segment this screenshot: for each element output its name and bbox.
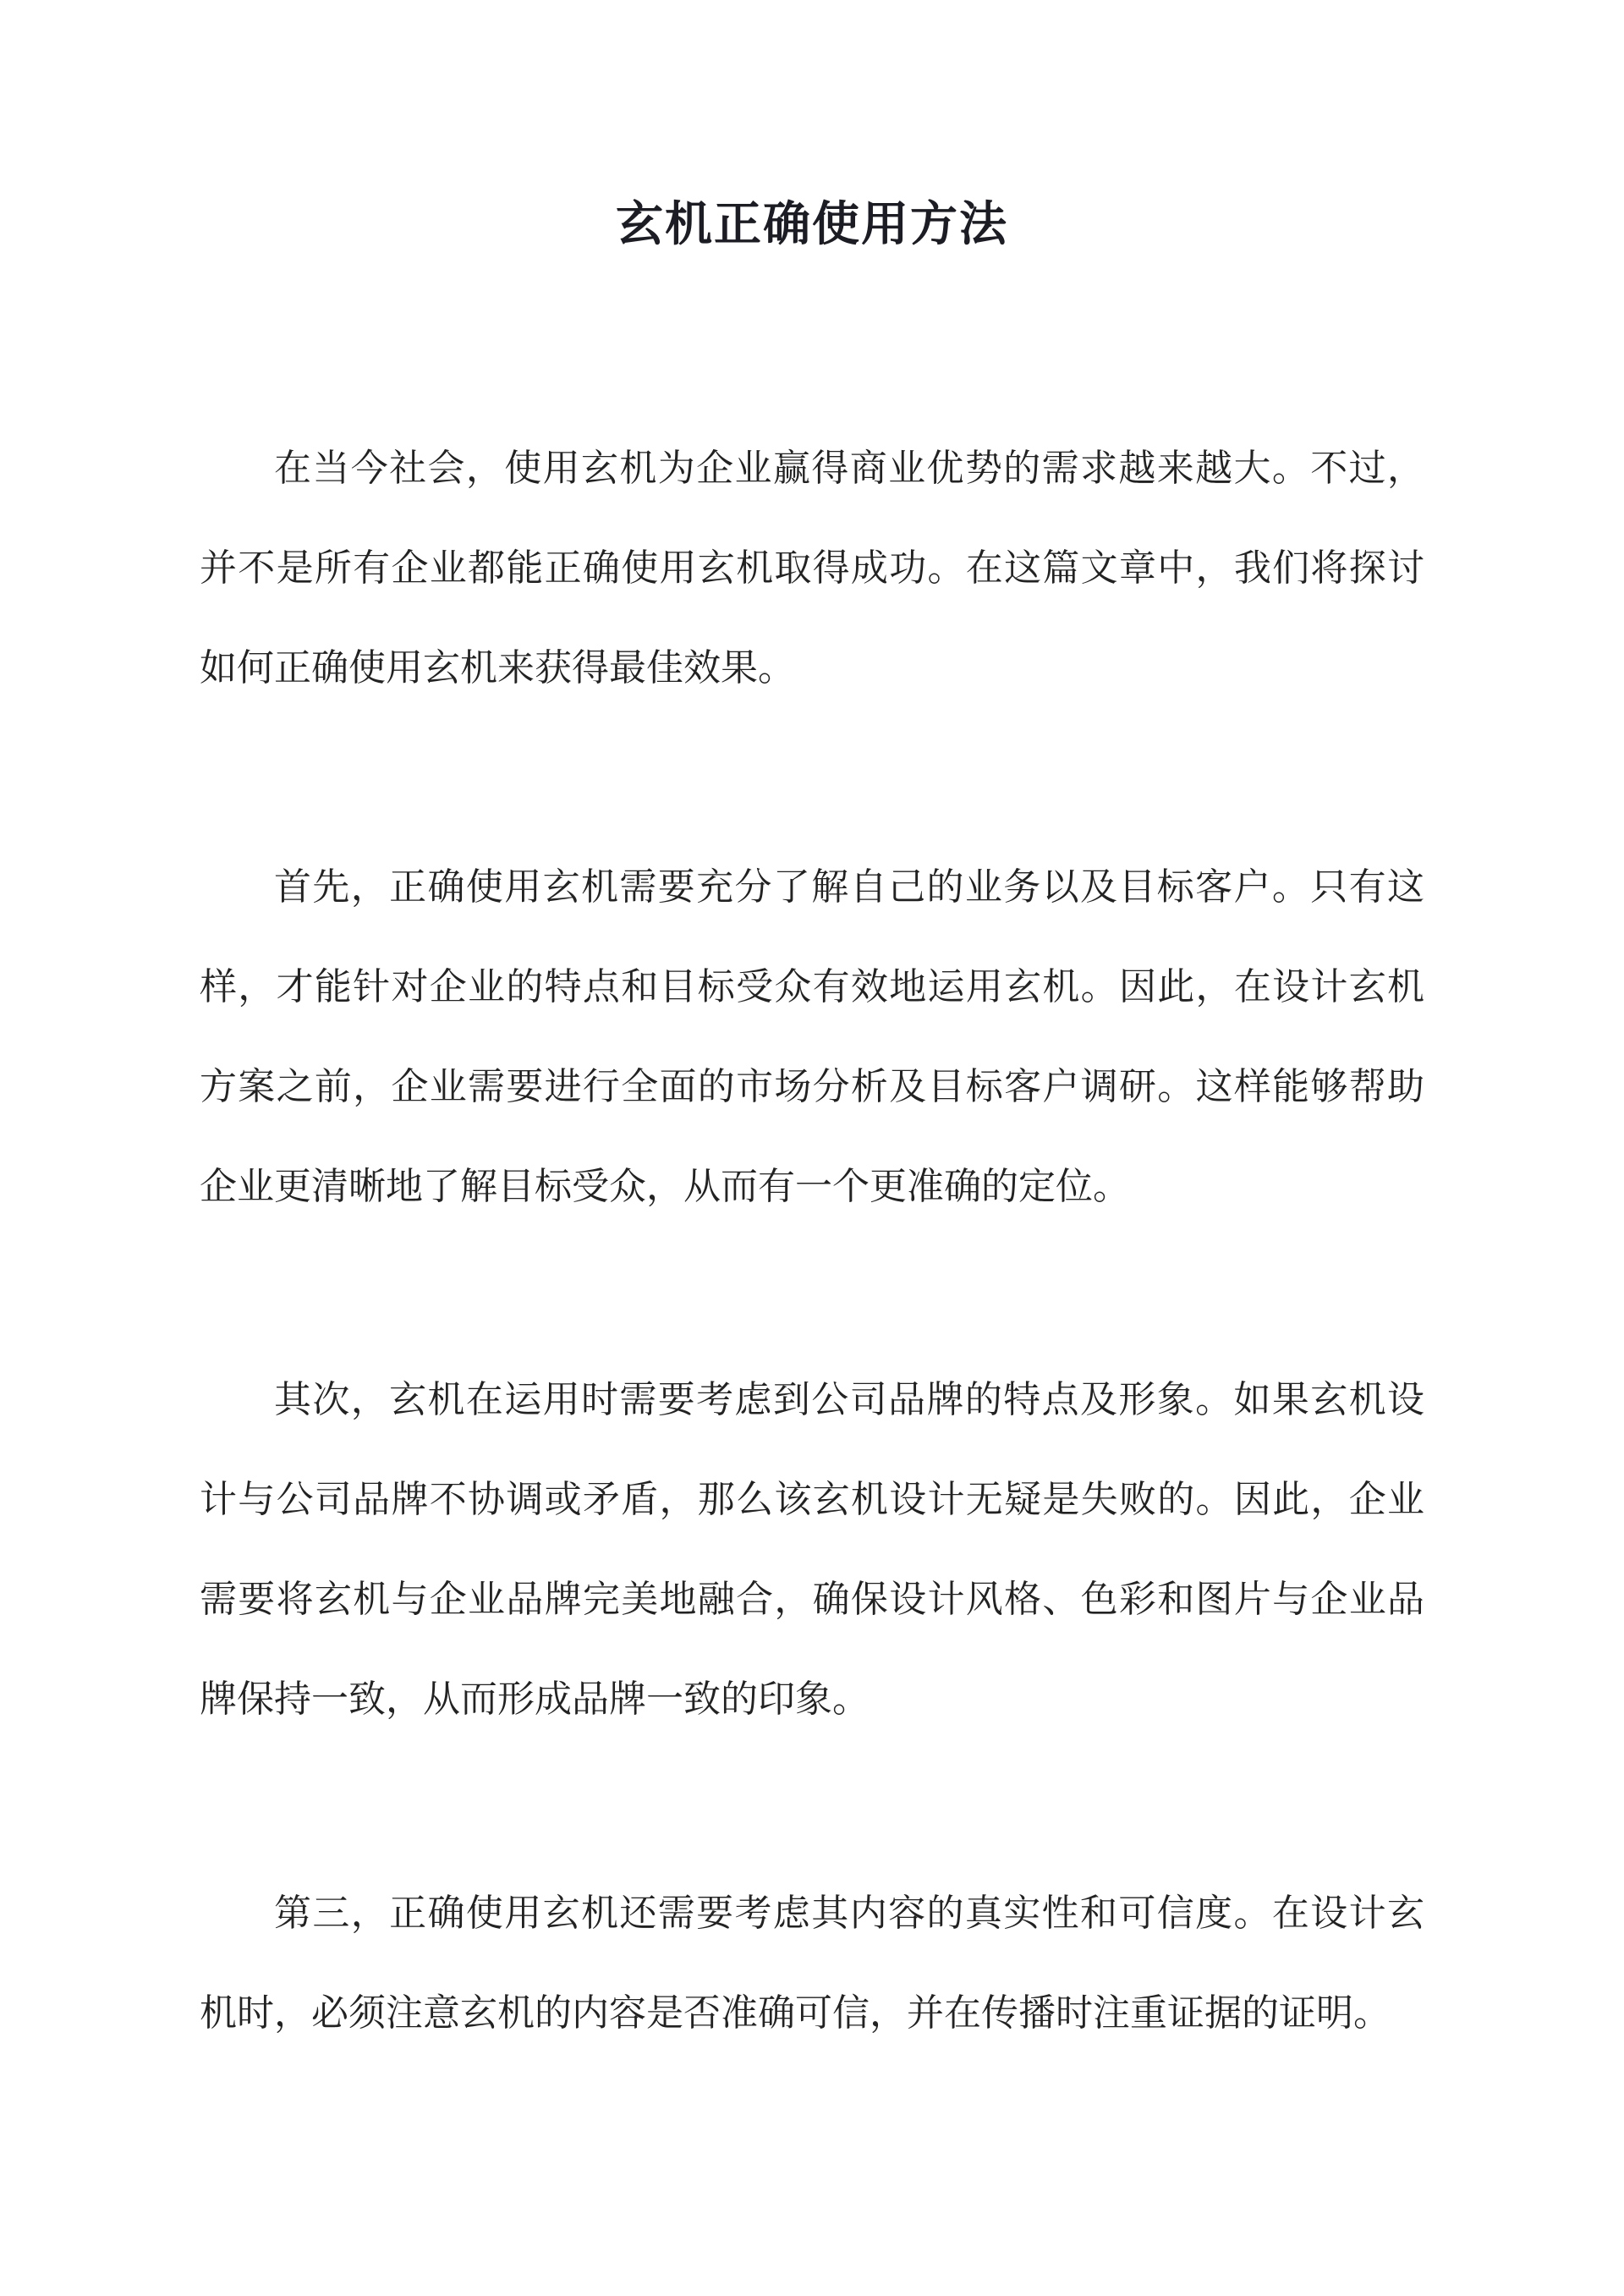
paragraph-second-point: 其次，玄机在运用时需要考虑到公司品牌的特点及形象。如果玄机设计与公司品牌不协调或矛盾，那么该玄机设计无疑是失败的。因此，企业需要将玄机与企业品牌完美地融合，确保设计风格、色彩和图片与企业品牌保持一致，从而形成品牌一致的印象。: [200, 1378, 1424, 1721]
paragraph-intro: 在当今社会，使用玄机为企业赢得商业优势的需求越来越大。不过，并不是所有企业都能正确使用玄机取得成功。在这篇文章中，我们将探讨如何正确使用玄机来获得最佳效果。: [200, 447, 1424, 689]
paragraph-first-point: 首先，正确使用玄机需要充分了解自己的业务以及目标客户。只有这样，才能针对企业的特点和目标受众有效地运用玄机。因此，在设计玄机方案之前，企业需要进行全面的市场分析及目标客户调研。这样能够帮助企业更清晰地了解目标受众，从而有一个更准确的定位。: [200, 865, 1424, 1208]
document-title: 玄机正确使用方法: [616, 196, 1008, 252]
paragraph-third-point: 第三，正确使用玄机还需要考虑其内容的真实性和可信度。在设计玄机时，必须注意玄机的内容是否准确可信，并在传播时注重证据的证明。: [200, 1892, 1424, 2035]
